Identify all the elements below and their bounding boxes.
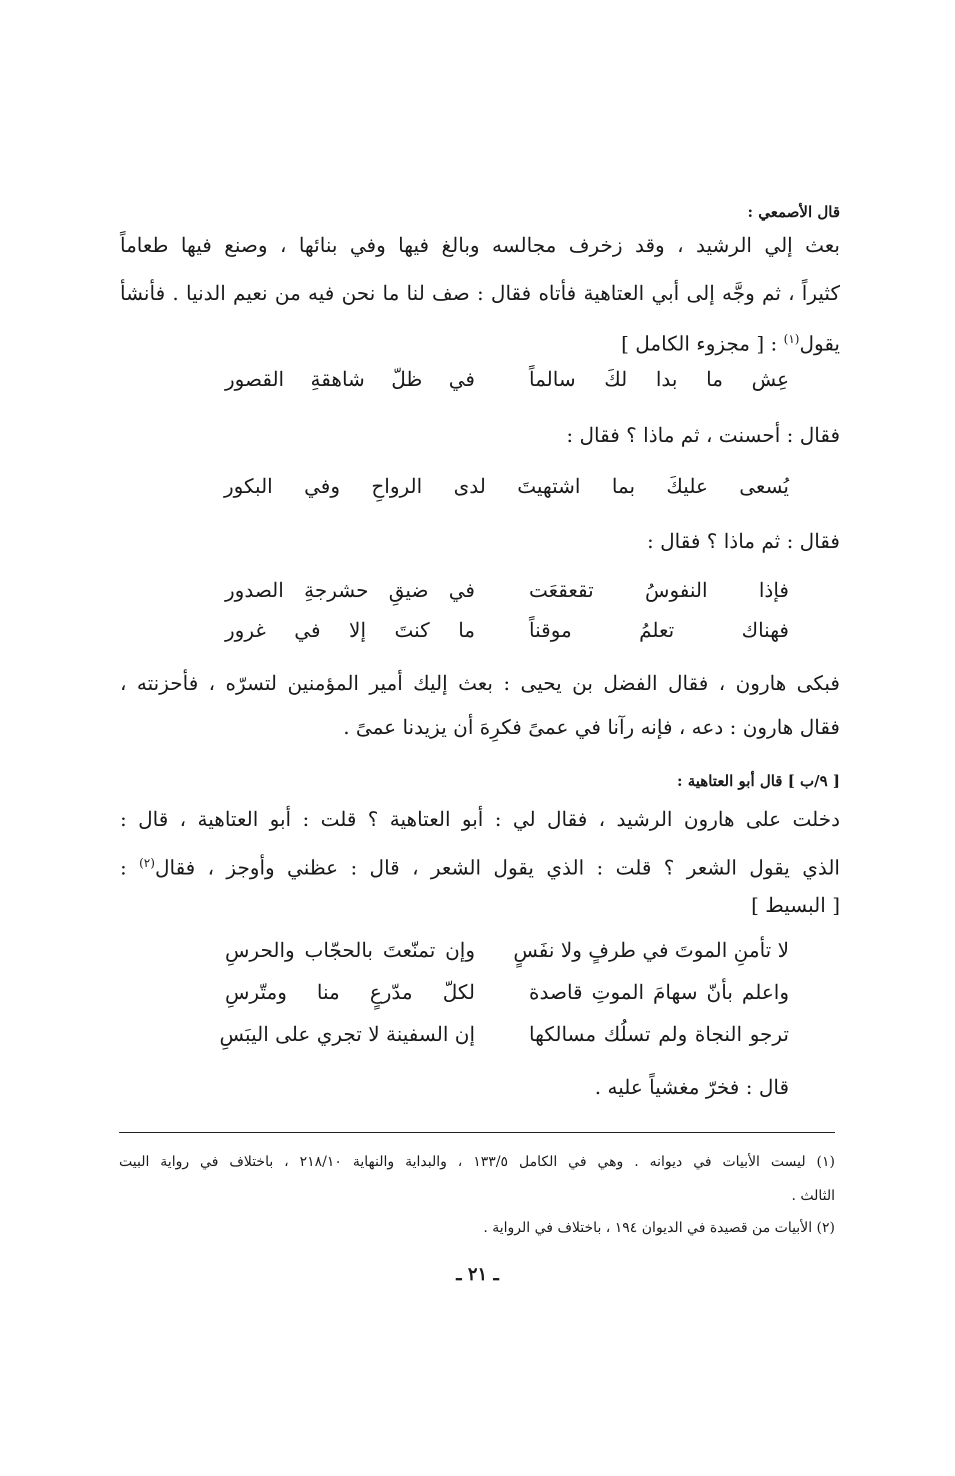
paragraph-line: فبكى هارون ، فقال الفضل بن يحيى : بعث إليك أمير المؤمنين لتسرّه ، فأحزنته ، [120,671,840,695]
verse-line: يُسعى عليكَ بما اشتهيتَ لدى الرواحِ وفي البكور [224,474,789,498]
paragraph-line: كثيراً ، ثم وجَّه إلى أبي العتاهية فأتاه فقال : صف لنا ما نحن فيه من نعيم الدنيا . فأنشأ [120,281,840,305]
paragraph-line: فقال : ثم ماذا ؟ فقال : [647,529,840,553]
paragraph-line: فقال هارون : دعه ، فإنه رآنا في عمىً فكرِهَ أن يزيدنا عمىً . [343,715,840,739]
footnote-ref: (١) [783,332,800,346]
footnote-line: الثالث . [791,1188,835,1204]
section-heading: [ ٩/ب ] قال أبو العتاهية : [676,772,840,790]
paragraph-line: بعث إلي الرشيد ، وقد زخرف مجالسه وبالغ فيها وفي بنائها ، وصنع فيها طعاماً [120,233,840,257]
text-run: : [120,855,140,880]
footnote-divider [119,1132,835,1133]
paragraph-line [120,324,840,359]
verse-hemistich: ترجو النجاة ولم تسلُك مسالكها [529,1022,789,1046]
verse-hemistich: وإن تمنّعتَ بالحجّاب والحرسِ [225,938,475,962]
verse-hemistich: لكلّ مدّرعٍ منا ومتّرسِ [225,980,475,1004]
verse-hemistich: لا تأمنِ الموتَ في طرفٍ ولا نفَسٍ [513,938,789,962]
section-heading: قال الأصمعي : [747,203,840,221]
page-number: ـ ٢١ ـ [456,1264,499,1285]
footnote-line: (١) ليست الأبيات في ديوانه . وهي في الكامل ١٣٣/٥ ، والبداية والنهاية ٢١٨/١٠ ، باختلاف في رواية البيت [119,1154,835,1170]
text-run: الذي يقول الشعر ؟ قلت : الذي يقول الشعر ، قال : عظني وأوجز ، فقال [154,855,840,880]
paragraph-line: [ البسيط ] [751,893,840,917]
verse-hemistich: فهناك تعلمُ موقناً [529,618,789,642]
verse-hemistich: إن السفينة لا تجري على اليبَسِ [219,1022,475,1046]
footnote-ref: (٢) [139,856,155,870]
paragraph-line: دخلت على هارون الرشيد ، فقال لي : أبو العتاهية ؟ قلت : أبو العتاهية ، قال : [120,807,840,831]
verse-hemistich: واعلم بأنّ سهامَ الموتِ قاصدة [529,980,789,1004]
paragraph-line: قال : فخرّ مغشياً عليه . [594,1075,789,1099]
text-run: : [ مجزوء الكامل ] [621,331,784,356]
verse-hemistich: في ضيقِ حشرجةِ الصدور [225,578,475,602]
footnote-line: (٢) الأبيات من قصيدة في الديوان ١٩٤ ، باختلاف في الرواية . [483,1220,835,1236]
verse-hemistich: عِش ما بدا لكَ سالماً [529,367,789,391]
paragraph-line [120,848,840,883]
text-run: يقول [799,331,840,356]
verse-hemistich: في ظلّ شاهقةِ القصور [225,367,475,391]
paragraph-line: فقال : أحسنت ، ثم ماذا ؟ فقال : [566,423,840,447]
verse-hemistich: ما كنتَ إلا في غرور [225,618,475,642]
verse-hemistich: فإذا النفوسُ تقعقعَت [529,578,789,602]
